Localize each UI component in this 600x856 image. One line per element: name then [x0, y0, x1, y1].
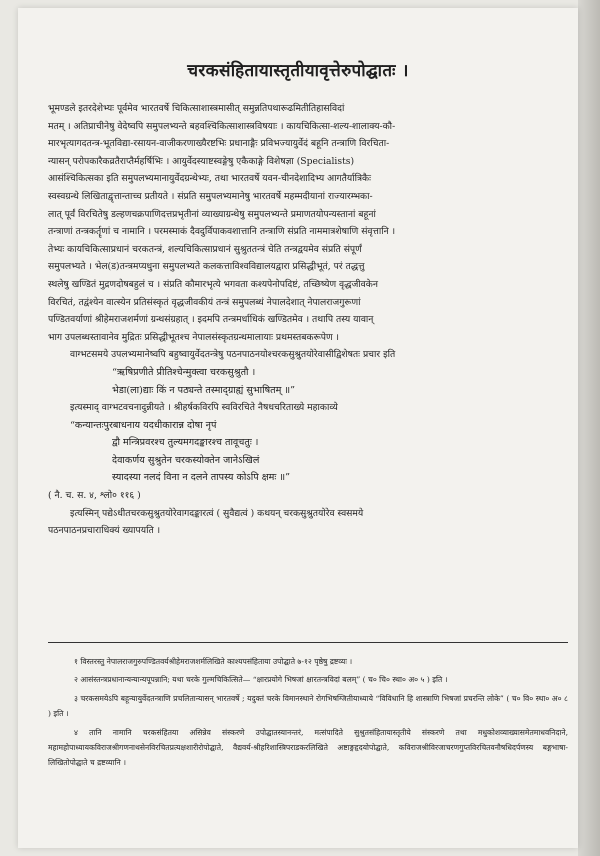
verse-line: स्यादस्या नलदं विना न दलने तापस्य कोऽपि क्षमः ॥”	[112, 472, 291, 484]
body-line: पण्डितवर्याणां श्रीहेमराजशर्मणां ग्रन्थसंग्रहात् । इदमपि तन्त्रमर्धाधिकं खण्डितमेव । तथापि तस्य यावान्	[48, 314, 374, 326]
body-line: आसंश्चिकित्सका इति समुपलभ्यमानायुर्वेदग्रन्थेभ्यः, तथा भारतवर्षे यवन-चीनदेशादिभ्य आगतैर्यात्रिकैः	[48, 173, 371, 185]
paragraph-line: इत्यस्मिन् पद्येऽधीतचरकसुश्रुतयोरेवागदङ्कारत्वं ( सुवैद्यत्वं ) कथयन् चरकसुश्रुतयोरेव स्वसमये	[70, 507, 364, 519]
verse-line: देवाकर्णय सुश्रुतेन चरकस्योक्तेन जानेऽखिलं	[112, 454, 260, 466]
book-page	[18, 8, 578, 848]
body-line: मतम् । अतिप्राचीनेषु वेदेष्वपि समुपलभ्यन्ते बहवश्चिकित्साशास्त्रविषयाः । कायचिकित्सा-शल्य-शालाक्य-कौ-	[48, 120, 396, 132]
verse-line: भेडा(ला)द्याः किं न पठ्यन्ते तस्माद्ग्राह्यं सुभाषितम् ॥”	[112, 384, 296, 396]
footnote: ४ तानि नामानि चरकसंहितया असिन्नेव संस्करणे उपोद्घातस्यानन्तरं, मत्संपादिते सुश्रुतसंहितायास्तृतीये संस्करणे तथा मधुकोशव्याख्यासमेतमाधवनिदाने, महामहोपाध्यायकविराजश्रीगणनाथसेनविरचितप्रत्यक्षशारीरोपोद्घाते, वैद्यवर्य-श्रीहरिशास्त्रिपराडकरलिखिते अष्टाङ्गहृदयोपोद्घाते, कविराजश्रीविरजाचरणगुप्तविरचितवनौषधिदर्पणस्य बङ्गभाषा-लिखितोपोद्घाते च द्रष्टव्यानि ।	[48, 727, 568, 768]
footnote: १ विस्तरस्तु नेपालराजगुरुपण्डितवर्यश्रीहेमराजशर्मलिखिते काश्यपसंहिताया उपोद्घाते ७-१२ पृष्ठेषु द्रष्टव्यः ।	[74, 657, 353, 666]
footnote: ३ चरकसमयेऽपि बहून्यायुर्वेदतन्त्राणि प्रचलितान्यासन् भारतवर्षे ; यदुक्तं चरके विमानस्थाने रोगभिषग्जितीयाध्याये “विविधानि हि शास्त्राणि भिषजां प्रचरन्ति लोके” ( च० वि० स्था० अ० ८ ) इति ।	[48, 693, 568, 719]
body-line: भाग उपलब्धस्तावानेव मुद्रितः प्रसिद्धीभूतश्च नेपालसंस्कृतग्रन्थमालायाः प्रथमस्तबकरूपेण ।	[48, 331, 339, 343]
footnote-divider	[48, 642, 568, 643]
body-line: लात् पूर्वं विरचितेषु डल्हणचक्रपाणिदत्तप्रभृतीनां व्याख्याग्रन्थेषु समुपलभ्यन्ते प्रमाणतयोपन्यस्तानां बहूनां	[48, 208, 376, 220]
body-line: स्थलेषु खण्डितं मुद्रणदोषबहुलं च । संप्रति कौमारभृत्ये भगवता कश्यपेनोपदिष्टं, तच्छिष्येण वृद्धजीवकेन	[48, 278, 378, 290]
verse-line: “कन्यान्तःपुरबाधनाय यदधीकारान्न दोषा नृपं	[70, 419, 217, 431]
page-edge	[578, 0, 600, 856]
verse-line: “ऋषिप्रणीते प्रीतिश्चेन्मुक्त्वा चरकसुश्रुतौ ।	[112, 366, 256, 378]
footnotes	[48, 654, 568, 774]
body-line: विरचितं, तद्वंश्येन वात्स्येन प्रतिसंस्कृतं वृद्धजीवकीयं तन्त्रं समुपलब्धं नेपालदेशात् नेपालराजगुरूणां	[48, 296, 361, 308]
paragraph-line: इत्यस्माद् वाग्भटवचनादुन्नीयते । श्रीहर्षकविरपि स्वविरचिते नैषधचरिताख्ये महाकाव्ये	[70, 402, 338, 414]
body-line: तेभ्यः कायचिकित्साप्रधानं चरकतन्त्रं, शल्यचिकित्साप्रधानं सुश्रुततन्त्रं चेति तन्त्रद्वयमेव संप्रति संपूर्णं	[48, 243, 362, 255]
body-line: समुपलभ्यते । भेल(ड)तन्त्रमप्यधुना समुपलभ्यते कलकत्ताविश्वविद्यालयद्वारा प्रसिद्धीभूतं, परं तद्धत्तु	[48, 261, 365, 273]
paragraph-line: पठनपाठनप्रचाराधिक्यं ख्यापयति ।	[48, 525, 161, 537]
body-line: तन्त्राणां तन्त्रकर्तॄणां च नामानि । परमस्माकं दैवदुर्विपाकवशात्तानि तन्त्राणि संप्रति नाममात्रशेषाणि संवृत्तानि ।	[48, 226, 396, 238]
verse-line: द्वौ मन्त्रिप्रवरश्च तुल्यमगदङ्कारश्च तावूचतुः ।	[112, 437, 259, 449]
body-line: न्यासन् परोपकारैकव्रतैराप्तैर्महर्षिभिः । आयुर्वेदस्याष्टस्वङ्गेषु एकैकाङ्गे विशेषज्ञा (Specialists)	[48, 155, 355, 167]
page-title: चरकसंहितायास्तृतीयावृत्तेरुपोद्घातः ।	[187, 61, 409, 81]
footnote: २ आसंस्तन्त्रप्रधानान्यन्यान्यपूपन्नानि; यथा चरके गुल्मचिकित्सिते— “क्षारप्रयोगे भिषजां क्षारतन्त्रविदां बलम्” ( च० चि० स्था० अ० ५ ) इति ।	[74, 675, 448, 685]
body-line: भूमण्डले इतरदेशेभ्यः पूर्वमेव भारतवर्षे चिकित्साशास्त्रमासीत् समुन्नतिपथारूढमितीतिहासविदां	[48, 103, 345, 114]
body-text	[48, 100, 568, 540]
verse-reference: ( नै. च. स. ४, श्लो० ११६ )	[48, 490, 141, 502]
body-line: स्वस्वग्रन्थे लिखिताद्वृत्तान्ताच्च प्रतीयते । संप्रति समुपलभ्यमानेषु भारतवर्षे महम्मदीयानां राज्यारम्भका-	[48, 190, 373, 202]
paragraph-line: वाग्भटसमये उपलभ्यमानेष्वपि बहुष्वायुर्वेदतन्त्रेषु पठनपाठनयोश्चरकसुश्रुतयोरेवासीद्विशेषतः प्रचार इति	[70, 349, 396, 361]
body-line: मारभृत्यागदतन्त्र-भूतविद्या-रसायन-वाजीकरणाख्यैरष्टभिः प्रधानाङ्गैः प्रविभज्यायुर्वेदं बहूनि तन्त्राणि विरचिता-	[48, 138, 390, 150]
